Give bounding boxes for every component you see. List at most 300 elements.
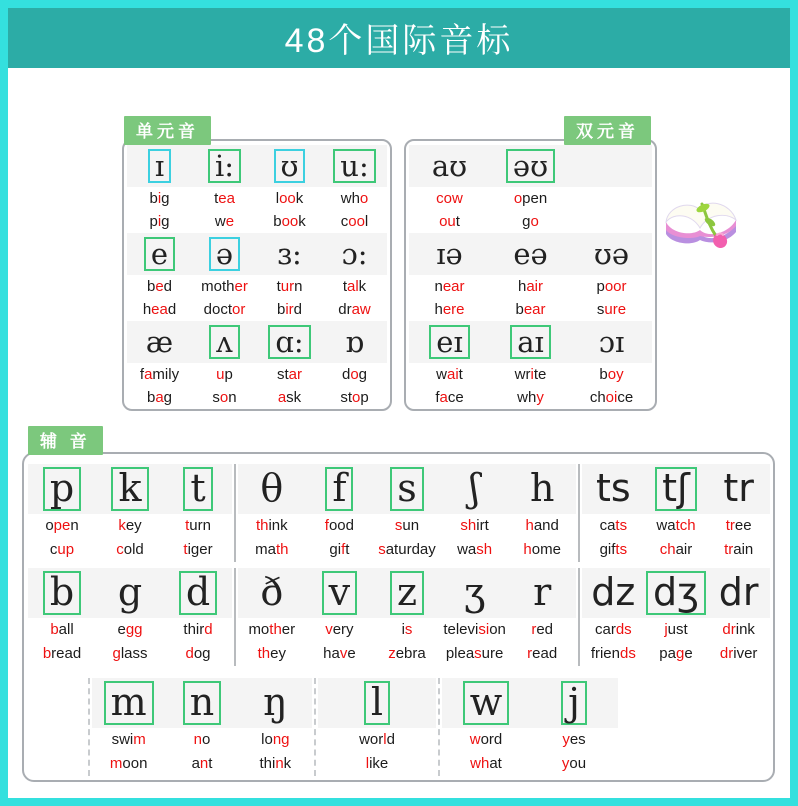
example-word: we [214,213,235,230]
phonetic-symbol: p [43,467,81,511]
symbol-row [409,145,652,233]
example-word: head [142,301,177,318]
example-word: cup [49,541,75,558]
symbol-cell [144,237,175,271]
highlighted-letters: t [185,517,190,534]
example-word: chair [659,541,693,558]
highlighted-letters: y [536,389,544,406]
phonetic-symbol: θ [260,466,284,511]
symbol-cell [322,571,357,615]
highlighted-letters: n [199,755,209,772]
example-word: what [470,755,502,772]
phonetic-symbol: ts [595,466,631,511]
example-word: they [257,645,286,662]
highlighted-letters: l [365,755,370,772]
symbol-cell [463,570,486,615]
example-word: bed [146,278,173,295]
example-word: page [659,645,693,662]
example-word: write [514,366,547,383]
page-title: 48个国际音标 [284,21,514,60]
diphthongs-panel [404,139,657,411]
example-word: open [45,517,79,534]
symbol-cell [533,570,552,615]
consonant-group [578,464,772,562]
symbol-cell [260,466,284,511]
highlighted-letters: g [675,645,685,662]
highlighted-letters: c [116,541,124,558]
symbol-row [127,145,387,233]
symbol-cell [43,467,81,511]
highlighted-letters: v [325,621,333,638]
highlighted-letters: m [109,755,123,772]
highlighted-letters: a [144,366,153,383]
example-word: pleasure [445,645,504,662]
highlighted-letters: th [275,541,289,558]
highlighted-letters: s [404,621,413,638]
highlighted-letters: ea [151,301,168,318]
phonetic-symbol: aʊ [431,148,468,183]
symbol-cell [209,325,239,359]
symbol-cell [104,681,154,725]
highlighted-letters: ts [615,541,628,558]
example-word: tea [214,190,235,207]
highlighted-letters: u [216,366,225,383]
highlighted-letters: er [234,278,248,295]
example-word: turn [185,517,211,534]
highlighted-letters: sh [460,517,477,534]
consonant-row [26,464,773,562]
symbol-cell [274,149,306,183]
highlighted-letters: h [525,517,534,534]
example-word: out [439,213,460,230]
symbol-cell [268,325,310,359]
example-word: hair [517,278,543,295]
header-bar [8,6,790,68]
example-word: sure [596,301,627,318]
example-word: saturday [378,541,436,558]
symbol-cell [325,467,353,511]
phonetic-symbol: i: [208,149,241,183]
phonetic-symbol: ʊ [274,149,306,183]
symbol-cell [529,466,555,511]
example-word: open [513,190,548,207]
example-word: television [443,621,506,638]
example-word: just [664,621,688,638]
highlighted-letters: oo [279,190,296,207]
symbol-row [409,233,652,321]
example-word: moon [109,755,148,772]
symbol-row [127,233,387,321]
phonetic-symbol: f [325,467,353,511]
highlighted-letters: m [133,731,146,748]
example-word: hand [525,517,559,534]
phonetic-symbol: r [533,570,552,615]
phonetic-symbol: e [144,237,175,271]
highlighted-letters: o [359,190,369,207]
highlighted-letters: pe [53,517,71,534]
highlighted-letters: ea [218,190,235,207]
consonant-group [578,568,772,666]
example-word [436,187,463,210]
phonetic-symbol: l [364,681,390,725]
example-word: drink [722,621,755,638]
phonetic-symbol: eɪ [429,325,469,359]
phonetic-symbol: ɑ: [268,325,310,359]
example-word: stop [340,389,369,406]
highlighted-letters: oor [604,278,627,295]
example-word: think [259,755,292,772]
example-word: tiger [183,541,213,558]
example-word: red [531,621,554,638]
phonetic-symbol: aɪ [510,325,551,359]
example-word: up [216,366,233,383]
example-word: driver [719,645,758,662]
symbol-cell [595,466,631,511]
example-word: gift [329,541,350,558]
consonant-row [88,678,773,776]
example-word: shirt [460,517,489,534]
phonetic-symbol: ɜ: [277,236,302,271]
highlighted-letters: b [50,621,59,638]
symbol-cell [513,236,548,271]
symbol-cell [260,570,284,615]
highlighted-letters: dr [719,645,734,662]
phonetic-symbol: ɪ [148,149,171,183]
example-word: mother [201,278,248,295]
example-word: key [118,517,142,534]
example-word: bag [146,389,173,406]
phonetic-symbol: ʒ [463,570,486,615]
highlighted-letters: tr [725,517,735,534]
highlighted-letters: tr [724,541,734,558]
highlighted-letters: gg [125,621,143,638]
example-word: pig [149,213,170,230]
highlighted-letters: cow [436,190,463,207]
example-word: near [434,278,465,295]
highlighted-letters: ure [604,301,627,318]
highlighted-letters: z [388,645,396,662]
symbol-cell [655,467,697,511]
highlighted-letters: th [257,645,271,662]
highlighted-letters: e [225,213,235,230]
symbol-cell [463,681,510,725]
phonetic-symbol: ʃ [469,466,480,511]
example-word: tree [725,517,752,534]
phonetic-symbol: n [183,681,221,725]
highlighted-letters: s [378,541,386,558]
phonetic-symbol: ŋ [263,680,288,725]
highlighted-letters: a [439,389,448,406]
example-word: ask [277,389,302,406]
symbol-cell [43,571,81,615]
consonant-group [26,464,234,562]
highlighted-letters: v [339,645,348,662]
example-word: son [212,389,237,406]
phonetic-symbol: v [322,571,357,615]
example-word: yes [562,731,586,748]
book-illustration [656,186,746,260]
consonant-group [314,678,438,776]
symbol-row [127,321,387,409]
example-word: ant [191,755,213,772]
example-word: read [527,645,558,662]
highlighted-letters: sh [476,541,493,558]
highlighted-letters: f [324,517,329,534]
example-word: wash [457,541,493,558]
example-word: long [261,731,290,748]
symbol-cell [436,236,463,271]
phonetic-symbol: ʌ [209,325,239,359]
monophthongs-badge: 单元音 [124,116,211,145]
symbol-cell [591,570,636,615]
highlighted-letters: ere [442,301,465,318]
highlighted-letters: ng [272,731,290,748]
consonant-group [88,678,314,776]
phonetic-symbol: æ [145,324,174,359]
highlighted-letters: ts [615,517,628,534]
highlighted-letters: ai [446,366,459,383]
example-word: bread [42,645,82,662]
highlighted-letters: ds [615,621,632,638]
example-word: go [522,213,539,230]
example-word: face [435,389,464,406]
symbol-cell [277,236,302,271]
highlighted-letters: o [513,190,523,207]
example-word: who [340,190,369,207]
symbol-cell [593,236,630,271]
highlighted-letters: aw [351,301,371,318]
highlighted-letters: a [155,389,164,406]
highlighted-letters: si [478,621,490,638]
highlighted-letters: ur [280,278,295,295]
example-word: swim [111,731,146,748]
phonetic-symbol: ɪə [436,236,463,271]
example-word: mother [248,621,296,638]
symbol-cell [333,149,375,183]
symbol-cell [510,325,551,359]
highlighted-letters: oy [607,366,624,383]
highlighted-letters: y [562,731,570,748]
phonetic-symbol: tr [723,466,754,511]
example-word: dog [185,645,211,662]
diphthongs-badge: 双元音 [564,116,651,145]
highlighted-letters: oi [605,389,618,406]
symbol-cell [390,467,424,511]
example-word: doctor [203,301,246,318]
highlighted-letters: d [185,645,194,662]
symbol-cell [183,467,212,511]
monophthongs-panel [122,139,392,411]
example-word: food [324,517,354,534]
consonant-group [234,464,578,562]
symbol-cell [148,149,171,183]
example-word: glass [112,645,148,662]
highlighted-letters: s [474,645,482,662]
symbol-cell [208,149,241,183]
highlighted-letters: i [157,213,162,230]
phonetic-symbol: w [463,681,510,725]
example-word: sun [394,517,420,534]
highlighted-letters: y [561,755,570,772]
highlighted-letters: ear [442,278,465,295]
example-word: talk [342,278,367,295]
highlighted-letters: o [530,213,539,230]
highlighted-letters: s [394,517,403,534]
highlighted-letters: oo [348,213,365,230]
example-word: ball [50,621,74,638]
symbol-cell [506,149,555,183]
example-word: watch [656,517,696,534]
example-word: is [401,621,413,638]
highlighted-letters: i [157,190,162,207]
symbol-cell [263,680,288,725]
example-word: boy [599,366,624,383]
example-word: bear [515,301,546,318]
highlighted-letters: ear [523,301,546,318]
highlighted-letters: o [219,389,229,406]
consonant-group [438,678,620,776]
symbol-cell [598,324,625,359]
example-word: gifts [599,541,628,558]
highlighted-letters: dr [722,621,736,638]
phonetic-symbol: ə [209,237,240,271]
consonant-row [26,568,773,666]
highlighted-letters: e [155,278,164,295]
phonetic-symbol: ɔ: [341,236,368,271]
example-word: big [149,190,170,207]
example-word: think [255,517,288,534]
symbol-cell [646,571,706,615]
example-word: dog [341,366,368,383]
symbol-cell [345,324,364,359]
highlighted-letters: ds [620,645,636,662]
highlighted-letters: o [350,366,359,383]
example-word: draw [338,301,371,318]
example-word: choice [589,389,634,406]
consonants-panel [22,452,775,782]
highlighted-letters: t [183,541,188,558]
example-word: cats [599,517,628,534]
example-word: very [325,621,354,638]
highlighted-letters: a [277,389,287,406]
phonetic-symbol: ɒ [345,324,364,359]
highlighted-letters: al [346,278,359,295]
phonetic-symbol: b [43,571,81,615]
example-word: cards [594,621,632,638]
phonetic-symbol: s [390,467,424,511]
phonetic-symbol: dʒ [646,571,706,615]
example-word: word [469,731,503,748]
phonetic-symbol: u: [333,149,375,183]
highlighted-letters: n [275,755,284,772]
highlighted-letters: air [526,278,543,295]
phonetic-symbol: tʃ [655,467,697,511]
symbol-cell [183,681,221,725]
phonetic-symbol: eə [513,236,548,271]
highlighted-letters: j [664,621,668,638]
phonetic-symbol: g [117,570,143,615]
highlighted-letters: ch [659,541,676,558]
highlighted-letters: d [204,621,213,638]
consonants-badge: 辅 音 [28,426,103,455]
highlighted-letters: f [341,541,346,558]
symbol-cell [431,148,468,183]
highlighted-letters: oo [281,213,299,230]
example-word: bird [276,301,302,318]
symbol-cell [117,570,143,615]
example-word: third [183,621,213,638]
example-word: no [193,731,211,748]
symbol-cell [390,571,424,615]
phonetic-symbol: h [529,466,555,511]
phonetic-symbol: t [183,467,212,511]
symbol-cell [111,467,148,511]
example-word: family [139,366,180,383]
example-word: math [255,541,289,558]
highlighted-letters: ar [288,366,302,383]
example-word: star [276,366,302,383]
example-word: you [561,755,587,772]
symbol-cell [718,570,759,615]
symbol-row [409,321,652,409]
symbol-cell [561,681,587,725]
phonetic-symbol: dr [718,570,759,615]
example-word: cold [116,541,144,558]
phonetic-symbol: əʊ [506,149,555,183]
highlighted-letters: or [232,301,246,318]
phonetic-symbol: ʊə [593,236,630,271]
highlighted-letters: r [527,645,533,662]
highlighted-letters: r [531,621,537,638]
example-word: why [517,389,544,406]
example-word: turn [276,278,303,295]
highlighted-letters: l [383,731,387,748]
phonetic-symbol: z [390,571,424,615]
symbol-cell [364,681,390,725]
highlighted-letters: th [269,621,282,638]
example-word: egg [117,621,143,638]
example-word: world [359,731,395,748]
symbol-cell [469,466,480,511]
example-word: here [434,301,465,318]
phonetic-symbol: ð [260,570,284,615]
highlighted-letters: b [42,645,52,662]
highlighted-letters: wh [470,755,490,772]
highlighted-letters: w [469,731,481,748]
consonant-group [26,568,234,666]
symbol-cell [341,236,368,271]
consonant-group [234,568,578,666]
example-word: book [273,213,306,230]
symbol-cell [179,571,217,615]
phonetic-symbol: m [104,681,154,725]
highlighted-letters: ir [285,301,294,318]
phonetic-symbol: dz [591,570,636,615]
example-word: zebra [388,645,426,662]
phonetic-symbol: k [111,467,148,511]
phonetic-symbol: d [179,571,217,615]
highlighted-letters: i [530,366,534,383]
phonetic-symbol: j [561,681,587,725]
symbol-cell [723,466,754,511]
highlighted-letters: n [193,731,202,748]
highlighted-letters: up [57,541,75,558]
highlighted-letters: k [118,517,126,534]
example-word: have [323,645,356,662]
symbol-cell [209,237,240,271]
example-word: cool [340,213,369,230]
highlighted-letters: g [112,645,121,662]
